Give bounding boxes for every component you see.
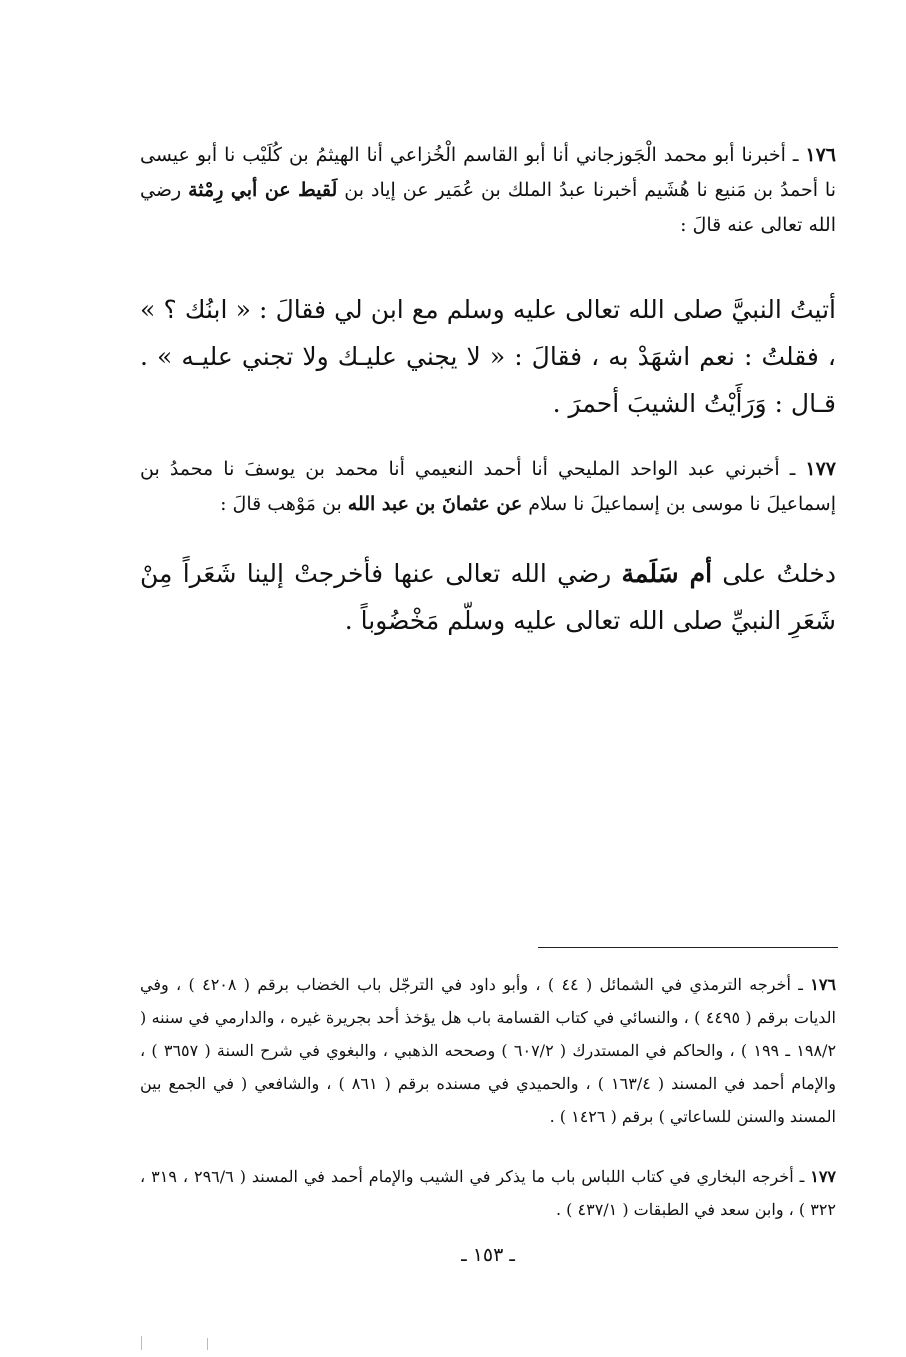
footnote-176-number: ١٧٦ <box>810 975 837 994</box>
hadith-176-companion: لَقيط عن أبي رِمْثة <box>188 179 338 201</box>
hadith-176-text: أتيتُ النبيَّ صلى الله تعالى عليه وسلم مع ابن لي فقالَ : « ابنُك ؟ » ، فقلتُ : نعم اشهَدْ به ، فقالَ : « لا يجني عليـك ولا تجني عليـه » . قـال : وَرَأَيْتُ الشيبَ أحمرَ . <box>140 295 836 418</box>
hadith-176-chain-2: رضي الله تعالى عنه قالَ : <box>140 179 836 236</box>
scan-mark <box>207 1338 208 1350</box>
scan-mark <box>141 1336 142 1350</box>
footnote-177-text: ـ أخرجه البخاري في كتاب اللباس باب ما يذكر في الشيب والإمام أحمد في المسند ( ٢٩٦/٦ ، ٣١٩ ، ٣٢٢ ) ، وابن سعد في الطبقات ( ٤٣٧/١ ) . <box>140 1167 836 1219</box>
hadith-177-number: ١٧٧ <box>805 458 836 480</box>
hadith-177-text-a: دخلتُ على <box>712 559 836 588</box>
hadith-177-chain-1: ـ أخبرني عبد الواحد المليحي أنا أحمد النعيمي أنا محمد بن يوسفَ نا محمدُ بن إسماعيلَ نا موسى بن إسماعيلَ نا سلام <box>140 458 836 515</box>
hadith-176-chain-1: ـ أخبرنا أبو محمد الْجَوزجاني أنا أبو القاسم الْخُزاعي أنا الهيثمُ بن كُلَيْب نا أبو عيسى نا أحمدُ بن مَنيع نا هُشَيم أخبرنا عبدُ الملك بن عُمَير عن إياد بن <box>140 144 837 201</box>
hadith-176-number: ١٧٦ <box>805 144 836 166</box>
hadith-177-chain-2: بن مَوْهب قالَ : <box>220 493 348 515</box>
footnote-separator <box>538 947 838 948</box>
footnote-176-text: ـ أخرجه الترمذي في الشمائل ( ٤٤ ) ، وأبو داود في الترجّل باب الخضاب برقم ( ٤٢٠٨ ) ، وفي الديات برقم ( ٤٤٩٥ ) ، والنسائي في كتاب القسامة باب هل يؤخذ أحد بجريرة غيره ، والدارمي في سننه ( ١٩٨/٢ ـ ١٩٩ ) ، والحاكم في المستدرك ( ٦٠٧/٢ ) وصححه الذهبي ، والبغوي في شرح السنة ( ٣٦٥٧ ) ، والإمام أحمد في المسند ( ١٦٣/٤ ) ، والحميدي في مسنده برقم ( ٨٦١ ) ، والشافعي ( في الجمع بين المسند والسنن للساعاتي ) برقم ( ١٤٢٦ ) . <box>140 975 837 1126</box>
page-number: ـ ١٥٣ ـ <box>461 1244 515 1266</box>
hadith-177-isnad <box>140 452 836 522</box>
hadith-177-text <box>140 550 836 644</box>
footnote-177-number: ١٧٧ <box>810 1167 837 1186</box>
hadith-177-companion: أم سَلَمة <box>621 559 713 588</box>
footnote-177 <box>140 1160 836 1226</box>
hadith-176-isnad <box>140 138 836 243</box>
footnote-176 <box>140 968 836 1133</box>
hadith-177-text-c: رضي الله تعالى عنها فأخرجتْ إلينا شَعَراً مِنْ شَعَرِ النبيِّ صلى الله تعالى عليه وسلّم مَخْضُوباً . <box>140 559 836 635</box>
hadith-177-narrator: عن عثمانَ بن عبد الله <box>347 493 523 515</box>
page <box>140 0 836 1357</box>
